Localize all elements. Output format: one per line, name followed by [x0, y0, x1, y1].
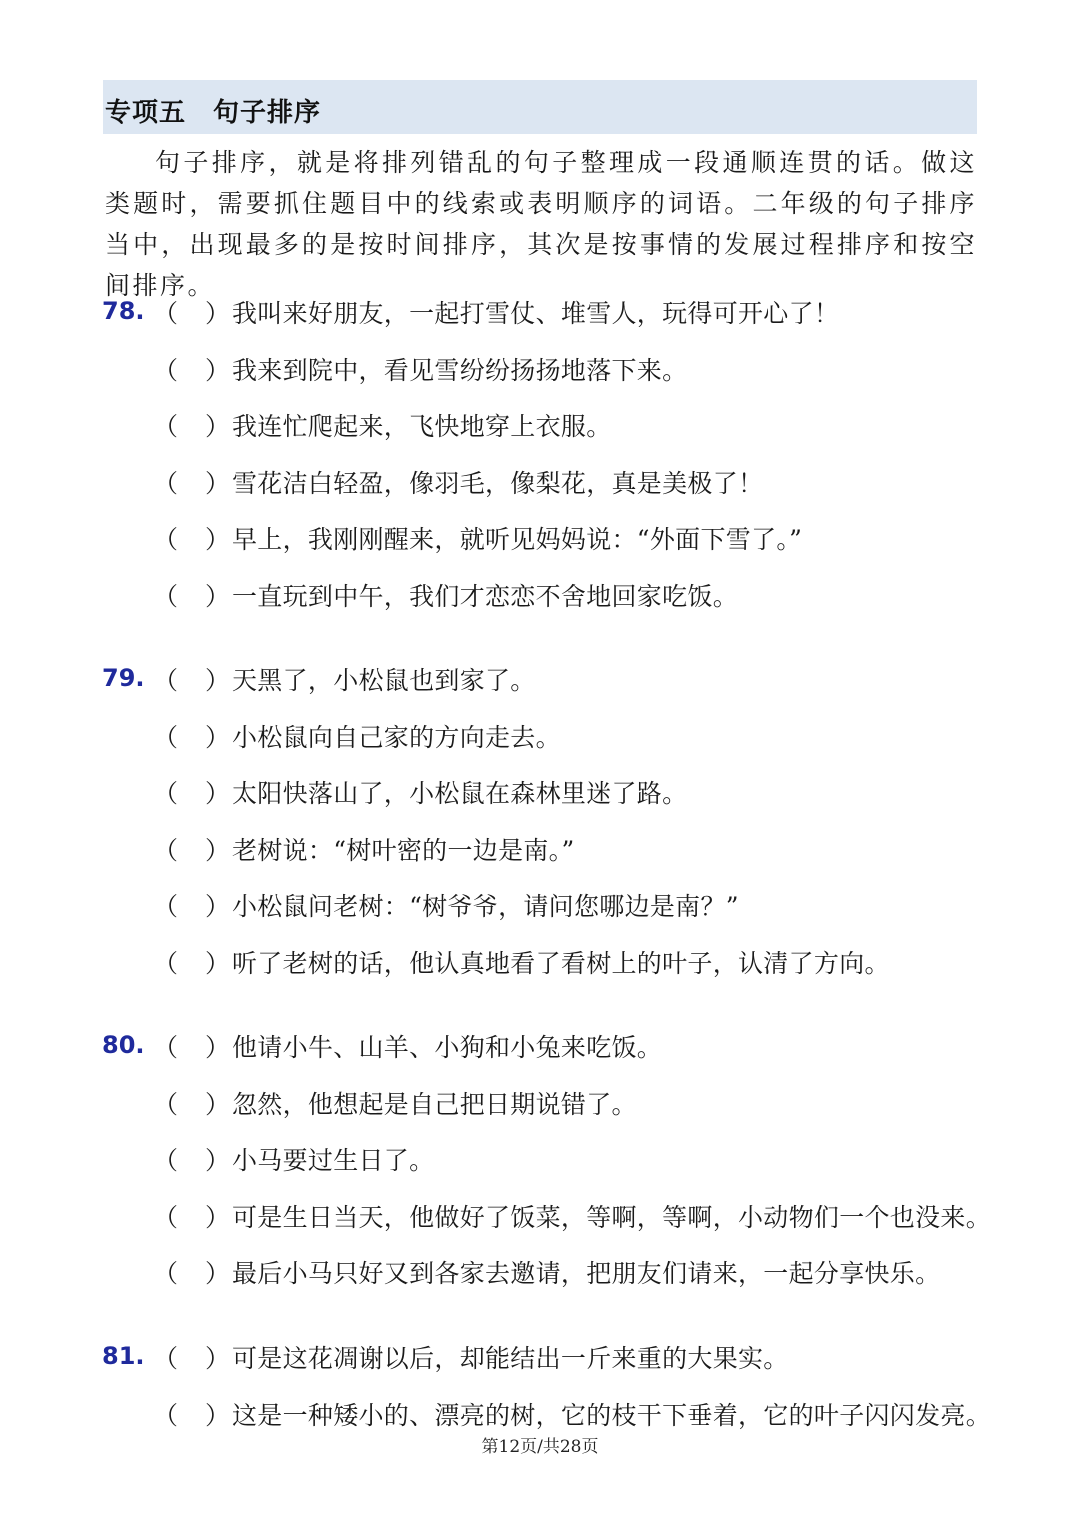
sentence-option: 雪花洁白轻盈，像羽毛，像梨花，真是美极了！ [232, 468, 764, 498]
paren-close: ） [205, 722, 231, 752]
paren-close: ） [205, 581, 231, 611]
sentence-option: 早上，我刚刚醒来，就听见妈妈说：“外面下雪了。” [232, 525, 803, 554]
sentence-option: 太阳快落山了，小松鼠在森林里迷了路。 [232, 779, 688, 808]
sentence-option: 小马要过生日了。 [232, 1146, 435, 1175]
sentence-option: 可是生日当天，他做好了饭菜，等啊，等啊，小动物们一个也没来。 [232, 1202, 992, 1232]
sentence-option: 可是这花凋谢以后，却能结出一斤来重的大果实。 [232, 1344, 789, 1373]
sentence-option: 小松鼠问老树：“树爷爷，请问您哪边是南？” [232, 892, 739, 921]
question-number: 79. [102, 664, 145, 692]
paren-close: ） [205, 892, 231, 921]
sentence-option: 我叫来好朋友，一起打雪仗、堆雪人，玩得可开心了！ [232, 299, 840, 328]
sentence-option: 一直玩到中午，我们才恋恋不舍地回家吃饭。 [232, 581, 739, 611]
paren-close: ） [205, 948, 231, 978]
paren-open: （ [153, 468, 179, 498]
paren-open: （ [153, 525, 179, 554]
paren-open: （ [153, 1089, 179, 1119]
page-footer: 第12页/共28页 [481, 1437, 599, 1457]
paren-open: （ [153, 355, 179, 385]
paren-close: ） [205, 1259, 231, 1288]
paren-close: ） [205, 1202, 231, 1232]
paren-open: （ [153, 412, 179, 441]
sentence-option: 我连忙爬起来，飞快地穿上衣服。 [232, 412, 612, 441]
paren-open: （ [153, 1344, 179, 1373]
paren-close: ） [205, 835, 231, 865]
section-header [103, 80, 977, 134]
sentence-option: 这是一种矮小的、漂亮的树，它的枝干下垂着，它的叶子闪闪发亮。 [232, 1400, 992, 1430]
paren-open: （ [153, 666, 179, 695]
paren-open: （ [153, 1400, 179, 1430]
sentence-option: 小松鼠向自己家的方向走去。 [232, 722, 561, 752]
paren-open: （ [153, 1259, 179, 1288]
paren-close: ） [205, 1089, 231, 1119]
intro-paragraph: 句子排序，就是将排列错乱的句子整理成一段通顺连贯的话。做这类题时，需要抓住题目中的线索或表明顺序的词语。二年级的句子排序当中，出现最多的是按时间排序，其次是按事情的发展过程排序和按空间排序。 [105, 148, 977, 300]
question-number: 78. [102, 297, 145, 325]
sentence-option: 他请小牛、山羊、小狗和小兔来吃饭。 [232, 1033, 663, 1062]
paren-open: （ [153, 722, 179, 752]
sentence-option: 最后小马只好又到各家去邀请，把朋友们请来，一起分享快乐。 [232, 1259, 941, 1288]
paren-close: ） [205, 666, 231, 695]
sentence-option: 老树说：“树叶密的一边是南。” [232, 835, 575, 865]
paren-open: （ [153, 581, 179, 611]
paren-open: （ [153, 1146, 179, 1175]
paren-close: ） [205, 355, 231, 385]
paren-close: ） [205, 1400, 231, 1430]
paren-close: ） [205, 299, 231, 328]
paren-open: （ [153, 835, 179, 865]
paren-close: ） [205, 468, 231, 498]
sentence-option: 忽然，他想起是自己把日期说错了。 [232, 1089, 637, 1119]
sentence-option: 天黑了，小松鼠也到家了。 [232, 666, 536, 695]
paren-close: ） [205, 1033, 231, 1062]
sentence-option: 我来到院中，看见雪纷纷扬扬地落下来。 [232, 355, 688, 385]
paren-close: ） [205, 525, 231, 554]
paren-open: （ [153, 779, 179, 808]
paren-open: （ [153, 1202, 179, 1232]
sentence-option: 听了老树的话，他认真地看了看树上的叶子，认清了方向。 [232, 948, 890, 978]
paren-close: ） [205, 779, 231, 808]
paren-open: （ [153, 299, 179, 328]
paren-close: ） [205, 1344, 231, 1373]
paren-open: （ [153, 892, 179, 921]
paren-open: （ [153, 1033, 179, 1062]
question-number: 80. [102, 1031, 145, 1059]
section-title: 专项五 句子排序 [105, 98, 322, 128]
paren-close: ） [205, 412, 231, 441]
question-number: 81. [102, 1342, 145, 1370]
paren-close: ） [205, 1146, 231, 1175]
paren-open: （ [153, 948, 179, 978]
